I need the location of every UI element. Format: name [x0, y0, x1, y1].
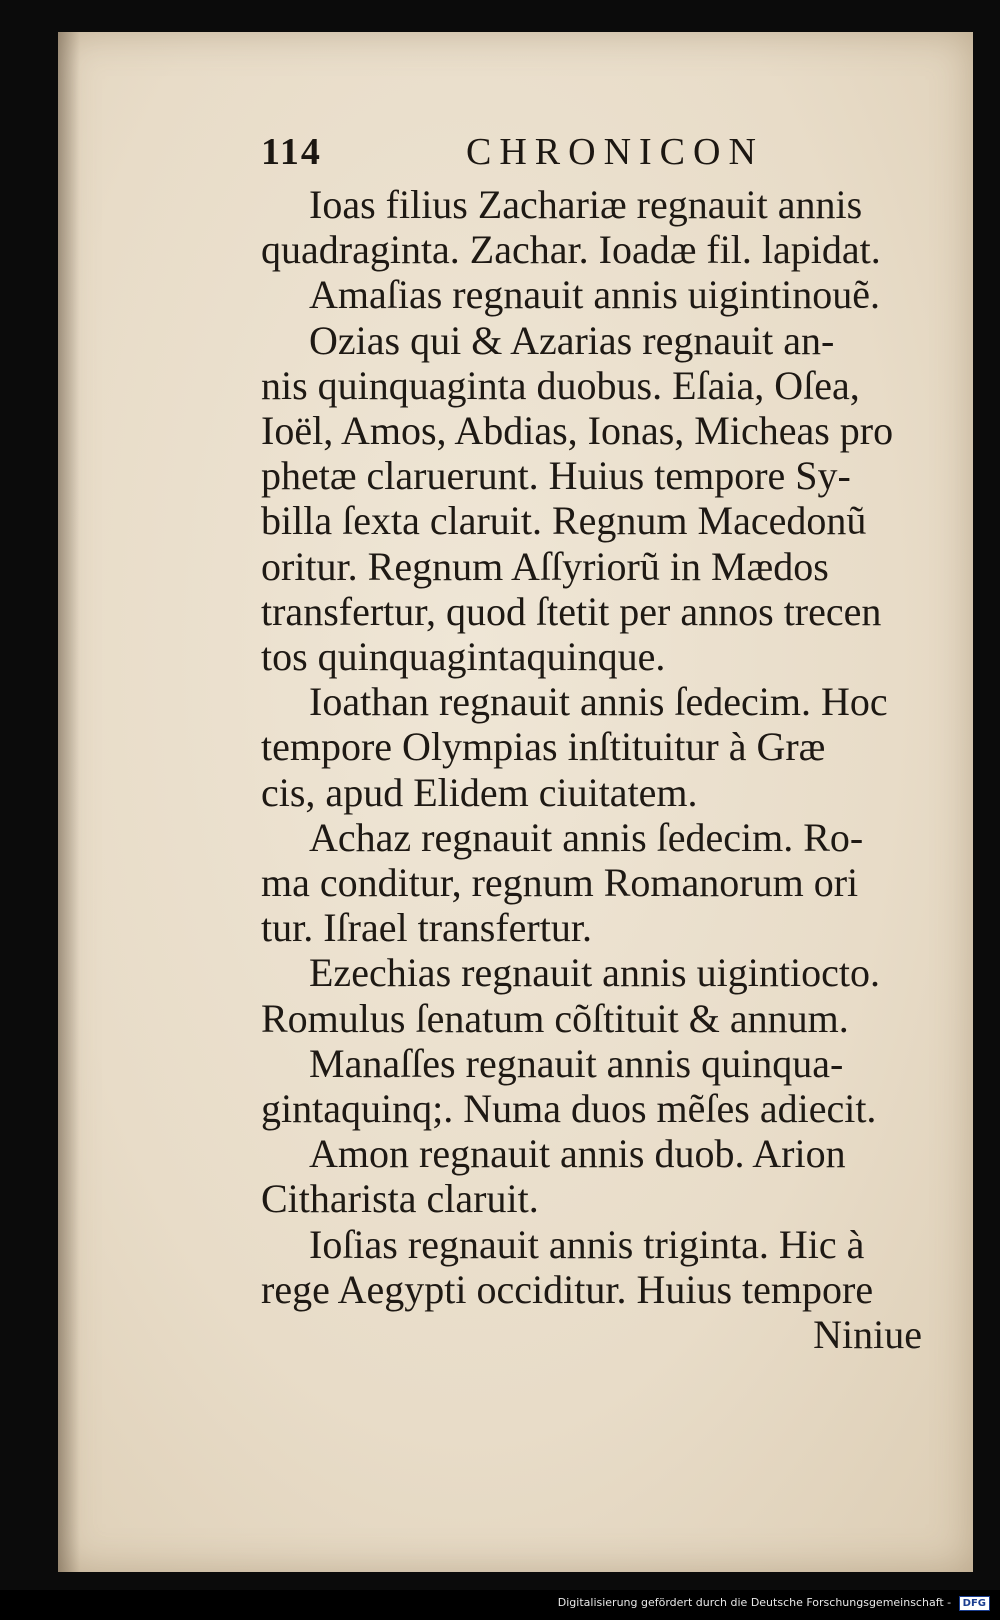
- text-line: oritur. Regnum Aſſyriorũ in Mædos: [261, 543, 829, 589]
- text-line: Citharista claruit.: [261, 1176, 539, 1222]
- footer-bar: [0, 1590, 1000, 1620]
- running-title: CHRONICON: [466, 131, 764, 173]
- text-line: Amaſias regnauit annis uigintinouẽ.: [309, 272, 880, 318]
- text-line: nis quinquaginta duobus. Eſaia, Oſea,: [261, 362, 860, 408]
- text-line: tos quinquagintaquinque.: [261, 634, 666, 680]
- text-line: tur. Iſrael transfertur.: [261, 905, 592, 951]
- text-line: billa ſexta claruit. Regnum Macedonũ: [261, 498, 867, 544]
- page-gutter-shadow: [58, 32, 80, 1572]
- text-line: Ioas filius Zachariæ regnauit annis: [309, 182, 863, 227]
- text-line: tempore Olympias inſtituitur à Græ: [261, 724, 826, 770]
- catchword: Niniue: [813, 1312, 922, 1358]
- text-line: ma conditur, regnum Romanorum ori: [261, 860, 859, 906]
- running-head: [261, 130, 926, 182]
- text-line: Manaſſes regnauit annis quinqua-: [309, 1040, 844, 1086]
- text-block: [261, 130, 926, 1357]
- text-line: cis, apud Elidem ciuitatem.: [261, 769, 698, 815]
- text-line: Amon regnauit annis duob. Arion: [309, 1131, 846, 1177]
- book-page: [58, 32, 973, 1572]
- text-line: gintaquinq;. Numa duos mẽſes adiecit.: [261, 1086, 877, 1132]
- text-line: Ioathan regnauit annis ſedecim. Hoc: [309, 679, 888, 725]
- text-line: rege Aegypti occiditur. Huius tempore: [261, 1266, 874, 1312]
- text-line: Ioſias regnauit annis triginta. Hic à: [309, 1221, 865, 1267]
- text-line: Ozias qui & Azarias regnauit an-: [309, 317, 835, 363]
- text-line: transfertur, quod ſtetit per annos trecen: [261, 588, 882, 634]
- text-line: Achaz regnauit annis ſedecim. Ro-: [309, 814, 864, 860]
- text-line: Ioël, Amos, Abdias, Ionas, Micheas pro: [261, 408, 894, 454]
- dfg-logo: DFG: [959, 1596, 990, 1611]
- text-line: quadraginta. Zachar. Ioadæ fil. lapidat.: [261, 227, 881, 273]
- text-line: Ezechias regnauit annis uigintiocto.: [309, 950, 880, 996]
- page-number: 114: [261, 131, 322, 173]
- body-text: [261, 182, 926, 1312]
- footer-credit: [558, 1596, 990, 1611]
- text-line: Romulus ſenatum cõſtituit & annum.: [261, 995, 849, 1041]
- text-line: phetæ claruerunt. Huius tempore Sy-: [261, 453, 851, 499]
- footer-credit-text: Digitalisierung gefördert durch die Deutsche Forschungsgemeinschaft -: [557, 1596, 952, 1609]
